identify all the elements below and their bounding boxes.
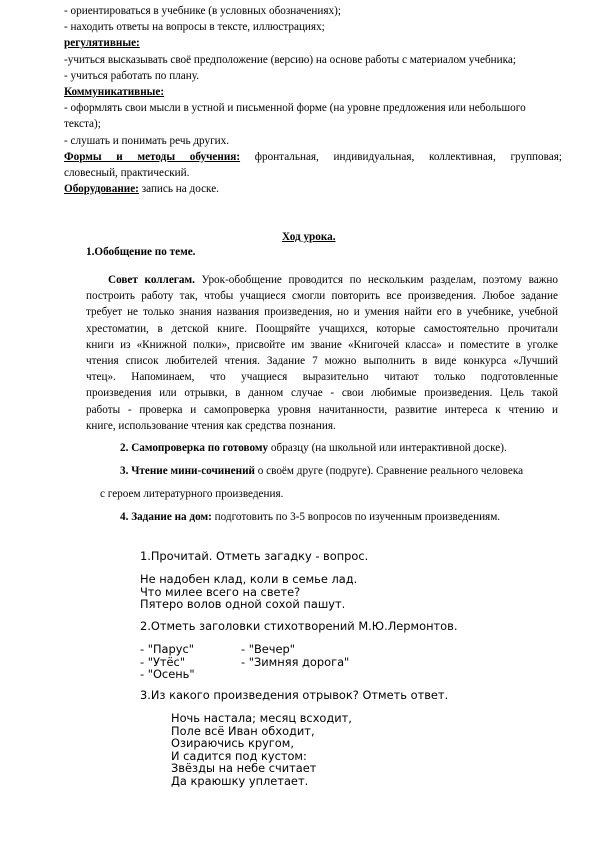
poem-line: Ночь настала; месяц всходит, <box>171 711 352 725</box>
titles-column-2 <box>241 643 349 668</box>
title-option: - "Парус" <box>140 642 194 656</box>
equipment-line <box>64 181 562 197</box>
advice-line: книги из «Книжной полки», присвойте им звание «Книгочей класса» и поместите в уголке <box>86 338 558 351</box>
forms-label: Формы и методы обучения: <box>64 150 241 163</box>
advice-line: чтения список любителей чтения. Задание 7 можно выполнить в виде конкурса «Лучший <box>86 355 558 368</box>
question-2: 2.Отметь заголовки стихотворений М.Ю.Лермонтов. <box>140 619 458 633</box>
objective-line: - слушать и понимать речь других. <box>64 134 230 147</box>
riddle-options <box>140 573 357 611</box>
advice-line: требует не только знания названия произведения, но и умения найти его в учебнике, учебной <box>86 306 558 319</box>
advice-paragraph <box>86 272 558 434</box>
step-2-text: образцу (на школьной или интерактивной доске). <box>268 442 507 454</box>
forms-line-2: словесный, практический. <box>64 167 190 180</box>
equipment-label: Оборудование: <box>64 183 139 196</box>
regulative-heading: регулятивные: <box>64 37 140 50</box>
step-4-label: 4. Задание на дом: <box>120 511 212 523</box>
step-3-text: о своём друге (подруге). Сравнение реального человека <box>254 465 524 477</box>
poem-line: Звёзды на небе считает <box>171 761 317 776</box>
title-option: - "Вечер" <box>241 642 295 656</box>
poem-line: Поле всё Иван обходит, <box>171 723 315 738</box>
objective-line: - ориентироваться в учебнике (в условных обозначениях); <box>64 5 341 17</box>
poem-line: И садится под кустом: <box>171 748 307 763</box>
step-3-continuation: с героем литературного произведения. <box>100 488 284 500</box>
title-option: - "Зимняя дорога" <box>241 654 350 669</box>
step-3-label: 3. Чтение мини-сочинений <box>120 465 255 477</box>
title-option: - "Утёс" <box>140 654 186 669</box>
advice-line: произведения или отрывки, в данном случае - свои любимые произведения. Цель такой <box>86 387 558 400</box>
riddle-option: Не надобен клад, коли в семье лад. <box>140 572 358 586</box>
step-4-text: подготовить по 3-5 вопросов по изученным произведениям. <box>211 511 501 523</box>
step-2-label: 2. Самопроверка по готовому <box>120 442 269 454</box>
advice-line: хрестоматии, в детской книге. Поощряйте учащихся, которые самостоятельно прочитали <box>86 322 558 335</box>
objectives-block <box>64 3 562 197</box>
poem-line: Озираючись кругом, <box>171 736 294 751</box>
objective-line: текста); <box>64 118 101 131</box>
advice-label: Совет коллегам. <box>108 274 195 286</box>
title-option: - "Осень" <box>140 667 195 682</box>
question-1: 1.Прочитай. Отметь загадку - вопрос. <box>140 549 369 563</box>
poem-excerpt <box>171 712 352 788</box>
step-2 <box>120 440 507 456</box>
advice-line: работы - проверка и самопроверка уровня начитанности, развитие интереса к чтению и <box>86 403 558 416</box>
riddle-option: Что милее всего на свете? <box>140 584 301 599</box>
question-3: 3.Из какого произведения отрывок? Отметь ответ. <box>140 688 449 702</box>
objective-line: - находить ответы на вопросы в тексте, иллюстрациях; <box>64 21 325 34</box>
section-heading: 1.Обобщение по теме. <box>86 246 196 258</box>
equipment-text: запись на доске. <box>138 183 219 196</box>
poem-line: Да краюшку уплетает. <box>171 773 309 788</box>
objective-line: -учиться высказывать своё предположение (версию) на основе работы с материалом учебника; <box>64 53 516 66</box>
advice-line: построить работу так, чтобы учащиеся смогли повторить все произведения. Любое задание <box>86 290 558 303</box>
step-3 <box>120 463 523 479</box>
advice-line: Совет коллегам. Урок-обобщение проводится по нескольким разделам, поэтому важно <box>108 274 558 286</box>
titles-column-1 <box>140 643 195 681</box>
advice-line: чтец». Напоминаем, что учащиеся выразительно читают только подготовленные <box>86 371 558 384</box>
step-4 <box>120 509 500 525</box>
advice-line: книге, использование чтения как средства познания. <box>86 419 336 432</box>
objective-line: - оформлять свои мысли в устной и письменной форме (на уровне предложения или небольшого <box>64 102 526 115</box>
riddle-option: Пятеро волов одной сохой пашут. <box>140 597 346 612</box>
forms-line <box>64 149 562 165</box>
objective-line: - учиться работать по плану. <box>64 69 199 82</box>
communicative-heading: Коммуникативные: <box>64 86 165 99</box>
forms-text: фронтальная, индивидуальная, коллективная, групповая; <box>240 150 562 163</box>
lesson-title: Ход урока. <box>282 231 336 243</box>
